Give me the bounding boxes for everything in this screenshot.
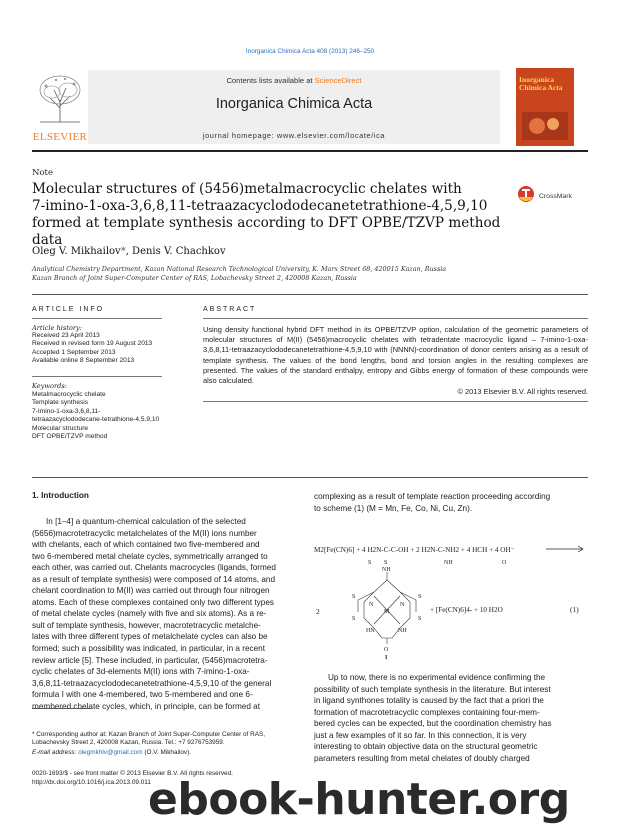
- text-line: Up to now, there is no experimental evidence confirming the: [328, 673, 546, 682]
- history-item: Received in revised form 19 August 2013: [32, 340, 153, 348]
- scheme-label: S: [352, 616, 356, 622]
- history-item: Received 23 April 2013: [32, 332, 100, 339]
- scheme-label: NH: [382, 567, 391, 573]
- scheme-label: N: [400, 602, 405, 608]
- keywords-label: Keywords:: [32, 382, 67, 390]
- article-title: [32, 181, 512, 249]
- scheme-reactants: M2[Fe(CN)6] + 4 H2N-C-C-OH + 2 H2N-C-NH2 + 4 HCH + 4 OH⁻: [314, 546, 515, 554]
- history-item: Accepted 1 September 2013: [32, 348, 116, 356]
- text-line: formed; such a possibility was indicated, in particular, in a recent: [32, 644, 266, 654]
- article-history: [32, 332, 197, 366]
- text-line: formula I with one 4-membered, two 5-membered and one 6-: [32, 690, 253, 700]
- journal-cover-thumbnail[interactable]: [516, 68, 574, 146]
- author-name: Oleg V. Mikhailov: [32, 246, 121, 257]
- introduction-right-column-top: [314, 491, 588, 514]
- text-line: with chelants, each of which contained two five-membered and: [32, 540, 260, 550]
- scheme-label: HN: [366, 628, 375, 634]
- scheme-label: S: [384, 560, 388, 566]
- sciencedirect-link[interactable]: ScienceDirect: [314, 76, 362, 85]
- title-line: Molecular structures of (5456)metalmacrocyclic chelates with: [32, 181, 462, 197]
- scheme-label: N: [369, 602, 374, 608]
- title-line: formed at template synthesis according to DFT OPBE/TZVP method data: [32, 215, 501, 248]
- email-owner: (O.V. Mikhailov).: [144, 749, 191, 756]
- text-line: atoms. Each of these complexes contained only two different types: [32, 597, 274, 607]
- text-line: 3,6,8,11-tetraazacyclododecanetetrathione-4,5,9,10 of the general: [32, 678, 272, 688]
- article-info-rule: [32, 318, 162, 319]
- journal-citation[interactable]: Inorganica Chimica Acta 408 (2013) 246–250: [245, 48, 375, 55]
- journal-homepage[interactable]: journal homepage: www.elsevier.com/locate/ica: [202, 131, 386, 140]
- affiliation: Kazan Branch of Joint Super-Computer Center of RAS, Lobachevsky Street 2, 420008 Kazan, Russia: [32, 274, 357, 282]
- scheme-coefficient: 2: [316, 607, 320, 616]
- keyword: 7-Imino-1-oxa-3,6,8,11-: [32, 407, 101, 415]
- cover-title: Inorganica Chimica Acta: [519, 75, 563, 92]
- text-line: of metal chelate cycles (namely with five and six atoms). As a re-: [32, 609, 267, 619]
- scheme-products: + [Fe(CN)6]4- + 10 H2O: [430, 606, 503, 614]
- email-label: E-mail address:: [32, 749, 77, 756]
- author-name: , Denis V. Chachkov: [125, 246, 226, 257]
- text-line: to scheme (1) (M = Mn, Fe, Co, Ni, Cu, Zn).: [314, 503, 473, 513]
- scheme-label: S: [418, 616, 422, 622]
- email-link[interactable]: olegmkhlv@gmail.com: [78, 749, 143, 756]
- text-line: interesting to obtain objective data on the structural geometric: [314, 742, 538, 752]
- scheme-label: M: [384, 609, 390, 615]
- text-line: each other, was carried out. Chelants macrocycles (ligands, formed: [32, 563, 276, 573]
- elsevier-tree-logo: [32, 70, 88, 126]
- keywords-list: [32, 391, 197, 441]
- keyword: tetraazacyclododecane-tetrathione-4,5,9,10: [32, 416, 160, 424]
- scheme-label: O: [384, 647, 389, 653]
- scheme-label: O: [502, 560, 507, 566]
- text-line: sult of template synthesis, however, macrotetracyclic metalche-: [32, 620, 261, 630]
- text-line: two 6-membered metal chelate cycles, symmetrically arranged to: [32, 551, 268, 561]
- scheme-label: S: [418, 594, 422, 600]
- affiliation: Analytical Chemistry Department, Kazan National Research Technological University, K. Marx Street 68, 420015 Kazan, Russia: [32, 265, 447, 273]
- text-line: membered chelate cycles, which, in principle, can be formed at: [32, 701, 260, 711]
- introduction-left-column: [32, 516, 302, 712]
- section-rule: [32, 477, 588, 478]
- issn-line: 0020-1693/$ - see front matter © 2013 Elsevier B.V. All rights reserved.: [32, 770, 233, 777]
- article-info-rule: [32, 376, 162, 377]
- scheme-label: S: [368, 560, 372, 566]
- scheme-label: NH: [398, 628, 407, 634]
- equation-number: (1): [570, 605, 579, 614]
- abstract-copyright: © 2013 Elsevier B.V. All rights reserved.: [457, 387, 588, 396]
- doi-link[interactable]: http://dx.doi.org/10.1016/j.ica.2013.09.011: [32, 779, 151, 786]
- title-line: 7-imino-1-oxa-3,6,8,11-tetraazacyclododecanetetrathione-4,5,9,10: [32, 198, 488, 214]
- authors: [32, 246, 226, 257]
- keyword: Template synthesis: [32, 399, 89, 407]
- header-rule: [32, 150, 588, 152]
- abstract-text: Using density functional hybrid DFT method in its OPBE/TZVP option, calculation of the geometric parameters of molecular structures of M(II) (5456)macrocyclic chelates with tetradentate macrocyclic ligand – 7-imino-1-oxa-3,6,8,11-tetraazacyclododecanetetrathione-4,5,9,10 with (NNNN)-coordination of donor centers arising as a result of template synthesis. The values of the bond lengths, bond and torsion angles in the resulting complexes are presented. The values of the standard enthalpy, entropy and Gibbs energy of formation of these compounds were also calculated.: [203, 325, 588, 386]
- article-type: Note: [32, 168, 54, 178]
- contents-availability: [88, 76, 500, 85]
- text-line: (5656)macrotetracyclic metalchelates of the M(II) ions number: [32, 528, 257, 538]
- scheme-label: NH: [444, 560, 453, 566]
- abstract-rule: [203, 401, 588, 402]
- reaction-scheme-1: [312, 540, 588, 660]
- text-line: lates with three different types of metalchelate cycles can also be: [32, 632, 268, 642]
- text-line: complexing as a result of template reaction proceeding according: [314, 492, 551, 501]
- text-line: review article [5]. These included, in particular, (5456)macrotetra-: [32, 655, 268, 665]
- section-rule: [32, 294, 588, 295]
- history-item: Available online 8 September 2013: [32, 357, 135, 365]
- journal-name: Inorganica Chimica Acta: [215, 96, 373, 112]
- scheme-label: S: [352, 594, 356, 600]
- text-line: parameters resulting from metal chelates of doubly charged: [314, 753, 530, 763]
- scheme-compound-label: I: [385, 655, 388, 660]
- corresponding-author-mark[interactable]: *: [120, 246, 126, 257]
- history-label: Article history:: [32, 324, 82, 332]
- contents-prefix: Contents lists available at: [226, 76, 315, 85]
- text-line: cyclic chelates of 3d-elements M(II) ions with 7-imino-1-oxa-: [32, 667, 250, 677]
- introduction-heading: 1. Introduction: [32, 491, 89, 500]
- cover-graphic: [522, 112, 568, 140]
- watermark: ebook-hunter.org: [148, 774, 570, 825]
- keyword: DFT OPBE/TZVP method: [32, 433, 108, 441]
- elsevier-wordmark[interactable]: ELSEVIER: [32, 131, 88, 143]
- crossmark-label[interactable]: CrossMark: [539, 193, 572, 200]
- keyword: Molecular structure: [32, 424, 89, 432]
- text-line: bered cycles can be expected, but the coordination chemistry has: [314, 719, 552, 729]
- text-line: just a few examples of it so far. In this connection, it is very: [314, 730, 527, 740]
- corresponding-author-note: * Corresponding author at: Kazan Branch of Joint Super-Computer Center of RAS, Lobachevsky Street 2, 420008 Kazan, Russia. Tel.: +7 9276753959.: [32, 731, 266, 746]
- text-line: formation of macrotetracyclic complexes containing four-mem-: [314, 707, 540, 717]
- keyword: Metalmacrocyclic chelate: [32, 391, 106, 398]
- text-line: possibility of such template synthesis in the literature. But interest: [314, 684, 551, 694]
- abstract-heading: ABSTRACT: [203, 306, 257, 313]
- abstract-rule: [203, 318, 588, 319]
- footnote-rule: [32, 708, 92, 709]
- introduction-right-column-bottom: [314, 672, 588, 764]
- crossmark-icon: [516, 185, 536, 203]
- text-line: as a result of template synthesis) were composed of 14 atoms, and: [32, 574, 276, 584]
- text-line: chelant coordination to M(II) was carried out through four nitrogen: [32, 586, 270, 596]
- text-line: In [1–4] a quantum-chemical calculation of the selected: [46, 517, 246, 526]
- text-line: in ligand synthones totality is caused by the fact that a priori the: [314, 696, 544, 706]
- article-info-heading: ARTICLE INFO: [32, 306, 105, 313]
- email-note: [32, 749, 302, 757]
